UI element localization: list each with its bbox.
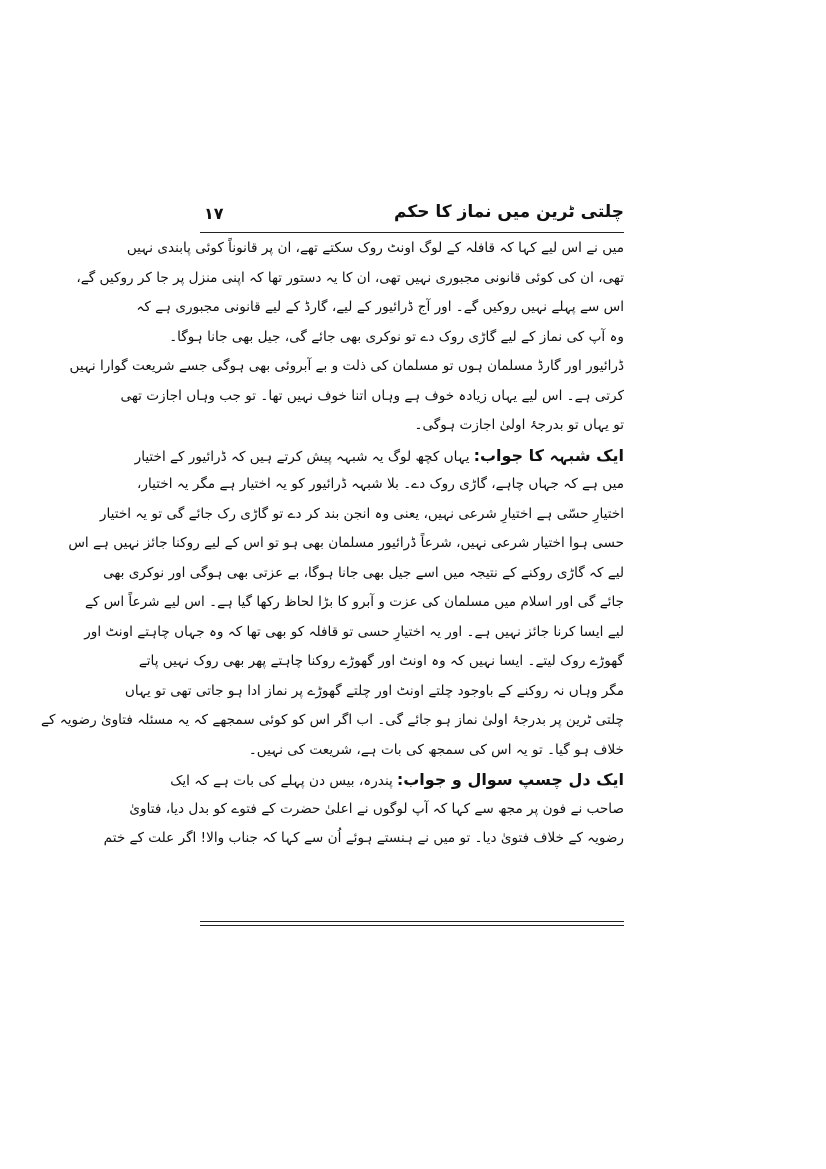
running-title: چلتی ٹرین میں نماز کا حکم <box>393 202 624 222</box>
text-line: تھی، ان کی کوئی قانونی مجبوری نہیں تھی، ان کا یہ دستور تھا کہ اپنی منزل پر جا کر روکیں گے، <box>76 269 624 286</box>
text-line: خلاف ہو گیا۔ تو یہ اس کی سمجھ کی بات ہے، شریعت کی نہیں۔ <box>248 741 624 758</box>
text-line: ڈرائیور اور گارڈ مسلمان ہوں تو مسلمان کی ذلت و بے آبروئی بھی ہوگی جسے شریعت گوارا نہیں <box>69 358 624 374</box>
text-line: صاحب نے فون پر مجھ سے کہا کہ آپ لوگوں نے اعلیٰ حضرت کے فتوے کو بدل دیا، فتاویٰ <box>129 800 624 817</box>
text-line: مگر وہاں نہ روکنے کے باوجود چلتے اونٹ اور چلتے گھوڑے پر نماز ادا ہو جاتی تھی تو یہاں <box>124 682 624 699</box>
page-number: ۱۷ <box>204 204 224 223</box>
text-line: گھوڑے روک لیتے۔ ایسا نہیں کہ وہ اونٹ اور گھوڑے روکنا چاہتے پھر بھی روک نہیں پاتے <box>138 653 624 669</box>
text-span: یہاں کچھ لوگ یہ شبہہ پیش کرتے ہیں کہ ڈرائیور کے اختیار <box>134 448 470 465</box>
text-line: وہ آپ کی نماز کے لیے گاڑی روک دے تو نوکری بھی جائے گی، جیل بھی جانا ہوگا۔ <box>169 328 624 345</box>
body-text <box>41 234 624 894</box>
text-line: جائے گی اور اسلام میں مسلمان کی عزت و آبرو کا بڑا لحاظ رکھا گیا ہے۔ اس لیے شرعاً اس کے <box>84 594 624 610</box>
text-line: اس سے پہلے نہیں روکیں گے۔ اور آج ڈرائیور کے لیے، گارڈ کے لیے قانونی مجبوری ہے کہ <box>136 299 624 315</box>
footer-rule-double <box>200 925 624 926</box>
text-line: تو یہاں تو بدرجۂ اولیٰ اجازت ہوگی۔ <box>414 417 624 433</box>
section-heading: ایک دل چسپ سوال و جواب: <box>396 770 624 789</box>
header-rule <box>200 232 624 233</box>
text-line: اختیارِ حسّی ہے اختیارِ شرعی نہیں، یعنی وہ انجن بند کر دے تو گاڑی رک جائے گی تو یہ اختیار <box>99 505 624 522</box>
footer-rule <box>200 921 624 922</box>
text-line: حسی ہوا اختیار شرعی نہیں، شرعاً ڈرائیور مسلمان بھی ہو تو اس کے لیے روکنا جائز نہیں ہے اس <box>68 535 624 551</box>
text-line: چلتی ٹرین پر بدرجۂ اولیٰ نماز ہو جائے گی۔ اب اگر اس کو کوئی سمجھے کہ یہ مسئلہ فتاویٰ رضویہ کے <box>41 712 624 728</box>
text-line: لیے کہ گاڑی روکنے کے نتیجہ میں اسے جیل بھی جانا ہوگا، بے عزتی بھی ہوگی اور نوکری بھی <box>103 564 624 581</box>
text-line: میں ہے کہ جہاں چاہے، گاڑی روک دے۔ بلا شبہہ ڈرائیور کو یہ اختیار ہے مگر یہ اختیار، <box>137 476 624 492</box>
text-line: میں نے اس لیے کہا کہ قافلہ کے لوگ اونٹ روک سکتے تھے، ان پر قانوناً کوئی پابندی نہیں <box>126 240 624 256</box>
text-line: کرتی ہے۔ اس لیے یہاں زیادہ خوف ہے وہاں اتنا خوف نہیں تھا۔ تو جب وہاں اجازت تھی <box>120 387 624 404</box>
text-line <box>134 441 624 471</box>
text-line: رضویہ کے خلاف فتویٰ دیا۔ تو میں نے ہنستے ہوئے اُن سے کہا کہ جناب والا! اگر علت کے ختم <box>103 830 624 846</box>
text-span: پندرہ، بیس دن پہلے کی بات ہے کہ ایک <box>170 773 393 789</box>
text-line: لیے ایسا کرنا جائز نہیں ہے۔ اور یہ اختیارِ حسی تو قافلہ کو بھی تھا کہ وہ جہاں چاہتے اونٹ اور <box>84 623 624 640</box>
text-line <box>170 765 624 795</box>
section-heading: ایک شبہہ کا جواب: <box>473 445 624 465</box>
page-header <box>200 196 624 230</box>
